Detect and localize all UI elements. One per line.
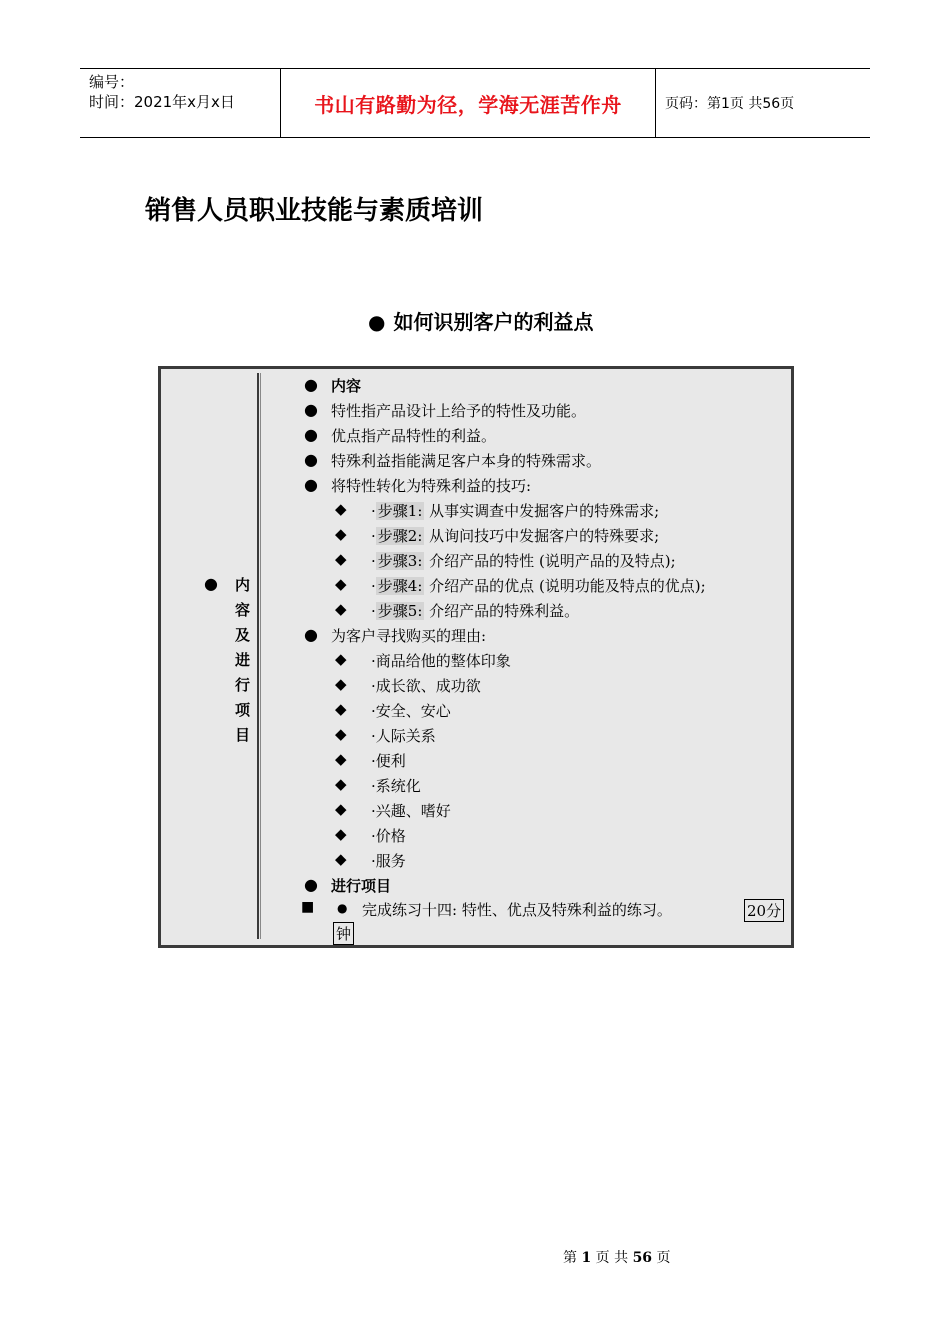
list-item [161, 450, 781, 472]
reason-text: 服务 [375, 852, 406, 870]
list-item [161, 875, 781, 897]
diamond-bullet-icon: ◆ [335, 775, 347, 793]
side-label-char: 容 [235, 601, 251, 619]
side-label-char: 及 [235, 626, 251, 644]
diamond-bullet-icon: ◆ [335, 850, 347, 868]
reason-text: 商品给他的整体印象 [375, 652, 511, 670]
diamond-bullet-icon: ◆ [335, 800, 347, 818]
step-label: 步骤2: [377, 527, 423, 545]
bullet-icon: ● [337, 901, 348, 915]
diamond-bullet-icon: ◆ [335, 600, 347, 618]
header-motto-cell [280, 69, 656, 137]
doc-title: 销售人员职业技能与素质培训 [145, 196, 484, 226]
step-label: 步骤5: [377, 602, 423, 620]
diamond-bullet-icon: ◆ [335, 750, 347, 768]
bullet-icon: ● [304, 475, 318, 494]
exercise-item [161, 899, 787, 921]
section-title: 如何识别客户的利益点 [393, 310, 594, 334]
step-text: 从事实调查中发掘客户的特殊需求; [429, 502, 660, 520]
page-footer [563, 1247, 671, 1267]
step-item: ◆ · 步骤5: 介绍产品的特殊利益。 [335, 600, 580, 620]
number-label: 编号： [89, 73, 135, 91]
step-label: 步骤3: [377, 552, 423, 570]
item-heading: 内容 [331, 377, 362, 395]
step-label: 步骤1: [377, 502, 423, 520]
step-text: 介绍产品的优点 (说明功能及特点的优点); [429, 577, 706, 595]
diamond-bullet-icon: ◆ [335, 500, 347, 518]
time-label: 时间：2021年x月x日 [89, 93, 235, 111]
reason-text: 安全、安心 [375, 702, 451, 720]
reason-item: ◆ ·成长欲、成功欲 [335, 675, 481, 695]
exercise-item-cont [161, 922, 361, 944]
content-frame [158, 366, 794, 948]
reason-item: ◆ ·服务 [335, 850, 406, 870]
reason-item: ◆ ·安全、安心 [335, 700, 451, 720]
side-label-char: 行 [235, 676, 251, 694]
list-item [161, 400, 781, 422]
reason-item: ◆ ·便利 [335, 750, 406, 770]
header-page-cell [655, 69, 870, 137]
step-text: 从询问技巧中发掘客户的特殊要求; [429, 527, 660, 545]
header-motto: 书山有路勤为径，学海无涯苦作舟 [314, 92, 622, 117]
reason-text: 价格 [375, 827, 406, 845]
reason-item: ◆ ·兴趣、嗜好 [335, 800, 451, 820]
reason-item: ◆ ·价格 [335, 825, 406, 845]
time-box: 20分 [744, 899, 784, 922]
bullet-icon: ● [304, 375, 318, 394]
step-text: 介绍产品的特殊利益。 [429, 602, 580, 620]
item-text: 特性指产品设计上给予的特性及功能。 [331, 402, 587, 420]
reason-item: ◆ ·系统化 [335, 775, 421, 795]
reason-text: 兴趣、嗜好 [375, 802, 451, 820]
bullet-icon: ● [204, 574, 218, 593]
step-item: ◆ · 步骤2: 从询问技巧中发掘客户的特殊要求; [335, 525, 660, 545]
list-item [161, 625, 781, 647]
footer-page-number: 1 [581, 1250, 592, 1266]
item-text: 优点指产品特性的利益。 [331, 427, 497, 445]
side-label-char: 目 [235, 726, 251, 744]
item-text: 将特性转化为特殊利益的技巧: [331, 477, 532, 495]
diamond-bullet-icon: ◆ [335, 700, 347, 718]
footer-mid: 页 共 [595, 1250, 629, 1266]
diamond-bullet-icon: ◆ [335, 825, 347, 843]
step-item: ◆ · 步骤4: 介绍产品的优点 (说明功能及特点的优点); [335, 575, 706, 595]
footer-prefix: 第 [563, 1250, 577, 1266]
reason-item: ◆ ·商品给他的整体印象 [335, 650, 511, 670]
header-meta [80, 69, 280, 137]
side-label-char: 进 [235, 651, 251, 669]
bullet-icon: ● [304, 425, 318, 444]
diamond-bullet-icon: ◆ [335, 575, 347, 593]
item-text: 特殊利益指能满足客户本身的特殊需求。 [331, 452, 602, 470]
section-title-row [368, 306, 593, 335]
page-header [80, 68, 870, 138]
time-box-cont: 钟 [333, 922, 354, 945]
bullet-icon: ● [368, 310, 386, 334]
bullet-icon: ● [304, 875, 318, 894]
reason-text: 系统化 [375, 777, 421, 795]
diamond-bullet-icon: ◆ [335, 550, 347, 568]
progress-title: 进行项目 [331, 877, 392, 895]
reason-text: 人际关系 [375, 727, 436, 745]
diamond-bullet-icon: ◆ [335, 525, 347, 543]
list-item [161, 375, 781, 397]
step-item: ◆ · 步骤3: 介绍产品的特性 (说明产品的及特点); [335, 550, 676, 570]
list-item [161, 425, 781, 447]
reason-text: 成长欲、成功欲 [375, 677, 481, 695]
reason-item: ◆ ·人际关系 [335, 725, 436, 745]
header-page-info: 页码：第1页 共56页 [665, 96, 795, 112]
list-item [161, 475, 781, 497]
side-label-char: 项 [235, 701, 251, 719]
side-label-char: 内 [235, 576, 251, 594]
diamond-bullet-icon: ◆ [335, 725, 347, 743]
diamond-bullet-icon: ◆ [335, 650, 347, 668]
diamond-bullet-icon: ◆ [335, 675, 347, 693]
step-item: ◆ · 步骤1: 从事实调查中发掘客户的特殊需求; [335, 500, 660, 520]
footer-total: 56 [632, 1250, 653, 1266]
reason-text: 便利 [375, 752, 406, 770]
footer-suffix: 页 [656, 1250, 671, 1266]
square-bullet-icon: ■ [301, 899, 315, 915]
bullet-icon: ● [304, 400, 318, 419]
reasons-title: 为客户寻找购买的理由: [331, 627, 487, 645]
bullet-icon: ● [304, 450, 318, 469]
step-label: 步骤4: [377, 577, 423, 595]
bullet-icon: ● [304, 625, 318, 644]
exercise-text: 完成练习十四: 特性、优点及特殊利益的练习。 [362, 901, 672, 919]
step-text: 介绍产品的特性 (说明产品的及特点); [429, 552, 676, 570]
